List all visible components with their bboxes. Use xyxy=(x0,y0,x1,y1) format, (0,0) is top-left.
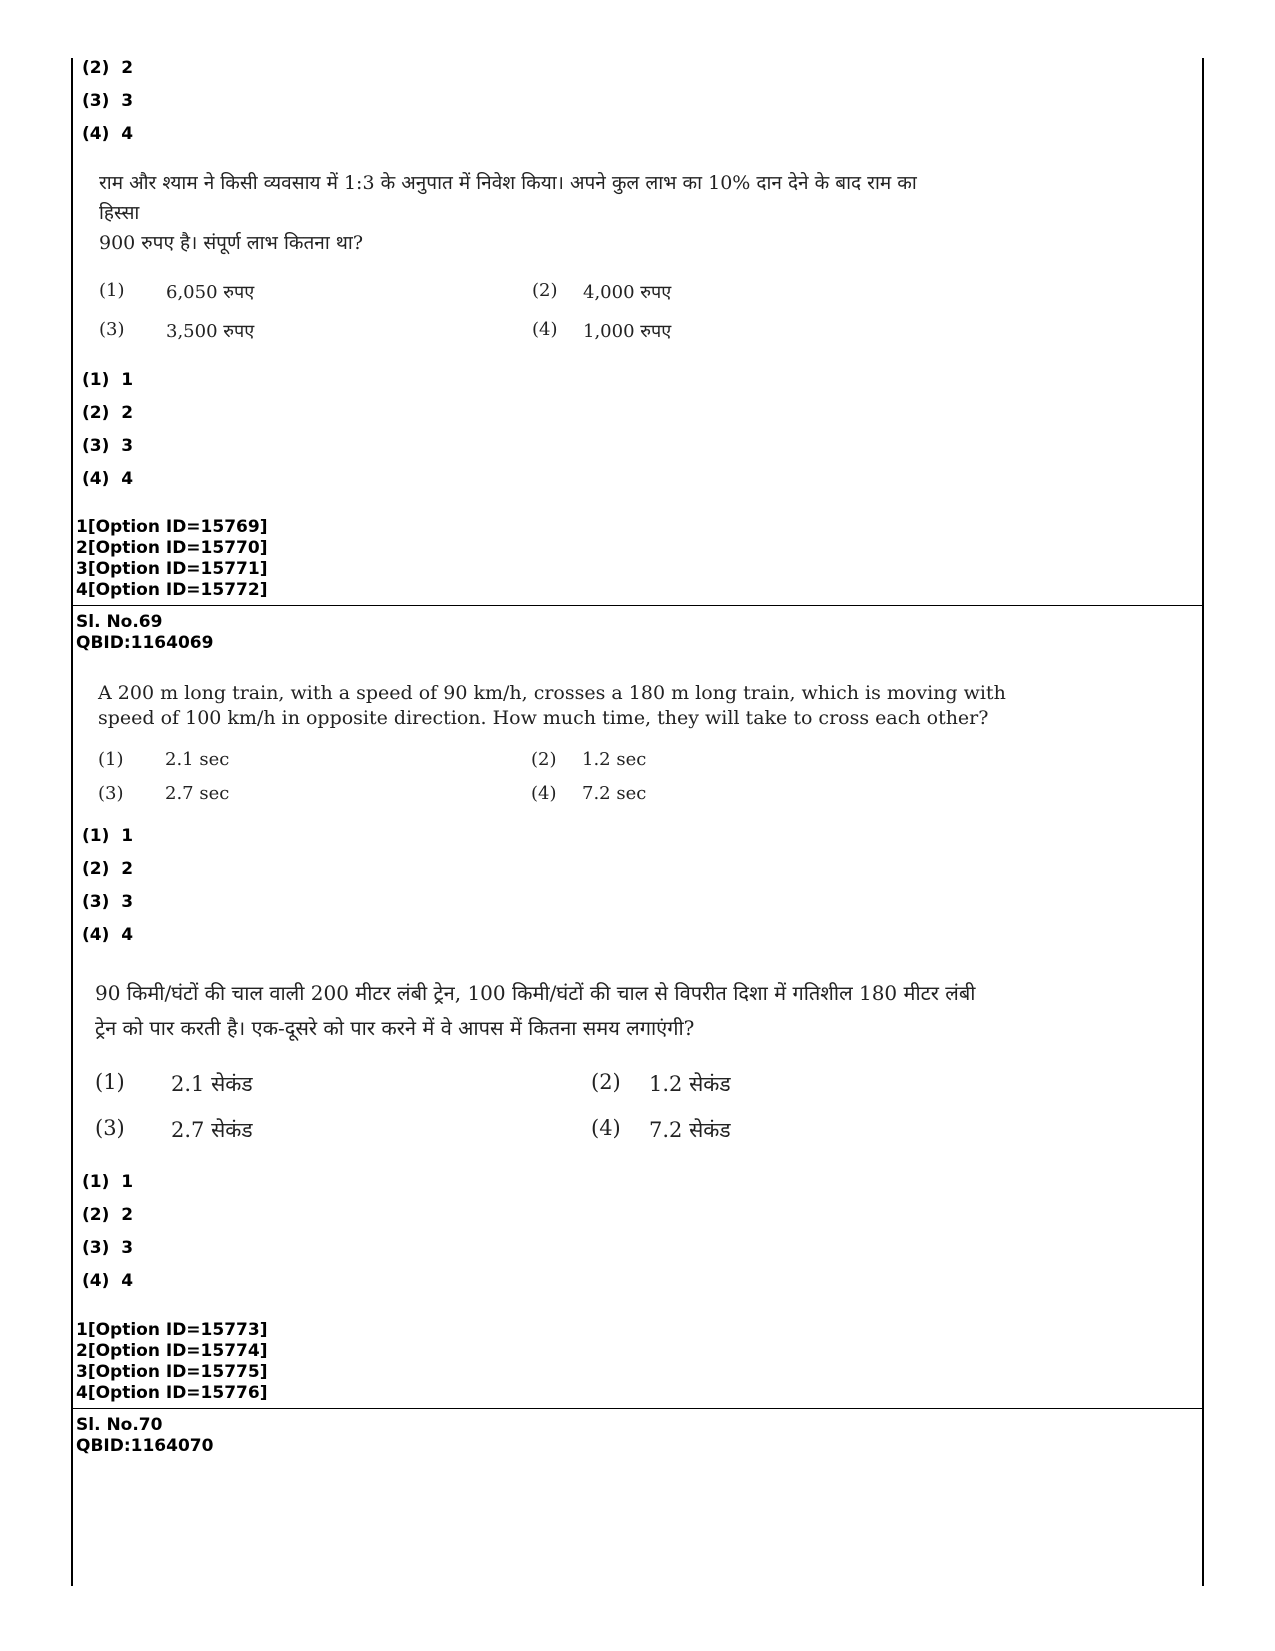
option-text: 2.1 सेकंड xyxy=(171,1072,253,1096)
option-number: (2) xyxy=(531,749,557,770)
option-number: (1) xyxy=(98,749,124,770)
option-text: 2.1 sec xyxy=(165,749,230,770)
section-divider xyxy=(71,605,1204,606)
serial-number: Sl. No.70 xyxy=(76,1415,163,1435)
option-id: 3[Option ID=15775] xyxy=(76,1362,268,1382)
answer-choice: (1) 1 xyxy=(82,826,134,846)
question-text-hindi: ट्रेन को पार करती है। एक-दूसरे को पार करने में वे आपस में कितना समय लगाएंगी? xyxy=(95,1016,695,1040)
option-id: 3[Option ID=15771] xyxy=(76,559,268,579)
option-number: (3) xyxy=(95,1116,125,1140)
answer-choice: (2) 2 xyxy=(82,403,134,423)
option-number: (2) xyxy=(591,1070,621,1094)
option-number: (3) xyxy=(99,319,125,340)
option-text: 7.2 sec xyxy=(582,783,647,804)
option-number: (2) xyxy=(532,280,558,301)
question-text-hindi: 900 रुपए है। संपूर्ण लाभ कितना था? xyxy=(99,232,364,254)
option-number: (1) xyxy=(99,280,125,301)
option-number: (1) xyxy=(95,1070,125,1094)
answer-choice: (1) 1 xyxy=(82,1172,134,1192)
question-text-hindi: राम और श्याम ने किसी व्यवसाय में 1:3 के अनुपात में निवेश किया। अपने कुल लाभ का 10% दान देने के बाद राम का xyxy=(99,172,917,194)
option-text: 7.2 सेकंड xyxy=(649,1118,731,1142)
question-text-english: speed of 100 km/h in opposite direction. How much time, they will take to cross each other? xyxy=(98,707,989,729)
option-number: (4) xyxy=(591,1116,621,1140)
option-text: 2.7 सेकंड xyxy=(171,1118,253,1142)
question-text-hindi: 90 किमी/घंटों की चाल वाली 200 मीटर लंबी ट्रेन, 100 किमी/घंटों की चाल से विपरीत दिशा में गतिशील 180 मीटर लंबी xyxy=(95,981,976,1005)
answer-choice: (4) 4 xyxy=(82,925,134,945)
answer-choice: (3) 3 xyxy=(82,436,134,456)
question-bank-id: QBID:1164070 xyxy=(76,1436,214,1456)
answer-choice: (4) 4 xyxy=(82,124,134,144)
option-id-list xyxy=(76,1320,267,1404)
option-text: 1.2 sec xyxy=(582,749,647,770)
option-id: 1[Option ID=15769] xyxy=(76,517,268,537)
serial-number: Sl. No.69 xyxy=(76,612,163,632)
option-text: 1.2 सेकंड xyxy=(649,1072,731,1096)
answer-choice: (1) 1 xyxy=(82,370,134,390)
option-number: (4) xyxy=(531,783,557,804)
option-text: 3,500 रुपए xyxy=(166,321,255,342)
answer-choice: (4) 4 xyxy=(82,1271,134,1291)
option-number: (4) xyxy=(532,319,558,340)
option-text: 1,000 रुपए xyxy=(583,321,672,342)
section-divider xyxy=(71,1408,1204,1409)
option-id: 2[Option ID=15774] xyxy=(76,1341,268,1361)
question-text-english: A 200 m long train, with a speed of 90 km/h, crosses a 180 m long train, which is moving with xyxy=(98,682,1006,704)
answer-choice: (2) 2 xyxy=(82,859,134,879)
option-number: (3) xyxy=(98,783,124,804)
question-bank-id: QBID:1164069 xyxy=(76,633,214,653)
option-id: 1[Option ID=15773] xyxy=(76,1320,268,1340)
option-id: 2[Option ID=15770] xyxy=(76,538,268,558)
option-text: 4,000 रुपए xyxy=(583,282,672,303)
answer-choice: (2) 2 xyxy=(82,1205,134,1225)
answer-choice: (4) 4 xyxy=(82,469,134,489)
answer-choice: (3) 3 xyxy=(82,892,134,912)
option-id: 4[Option ID=15772] xyxy=(76,580,268,600)
question-text-hindi: हिस्सा xyxy=(99,202,140,224)
answer-choice: (3) 3 xyxy=(82,1238,134,1258)
answer-choice: (3) 3 xyxy=(82,91,134,111)
option-id: 4[Option ID=15776] xyxy=(76,1383,268,1403)
option-text: 2.7 sec xyxy=(165,783,230,804)
answer-choice: (2) 2 xyxy=(82,58,134,78)
option-id-list xyxy=(76,517,267,601)
option-text: 6,050 रुपए xyxy=(166,282,255,303)
